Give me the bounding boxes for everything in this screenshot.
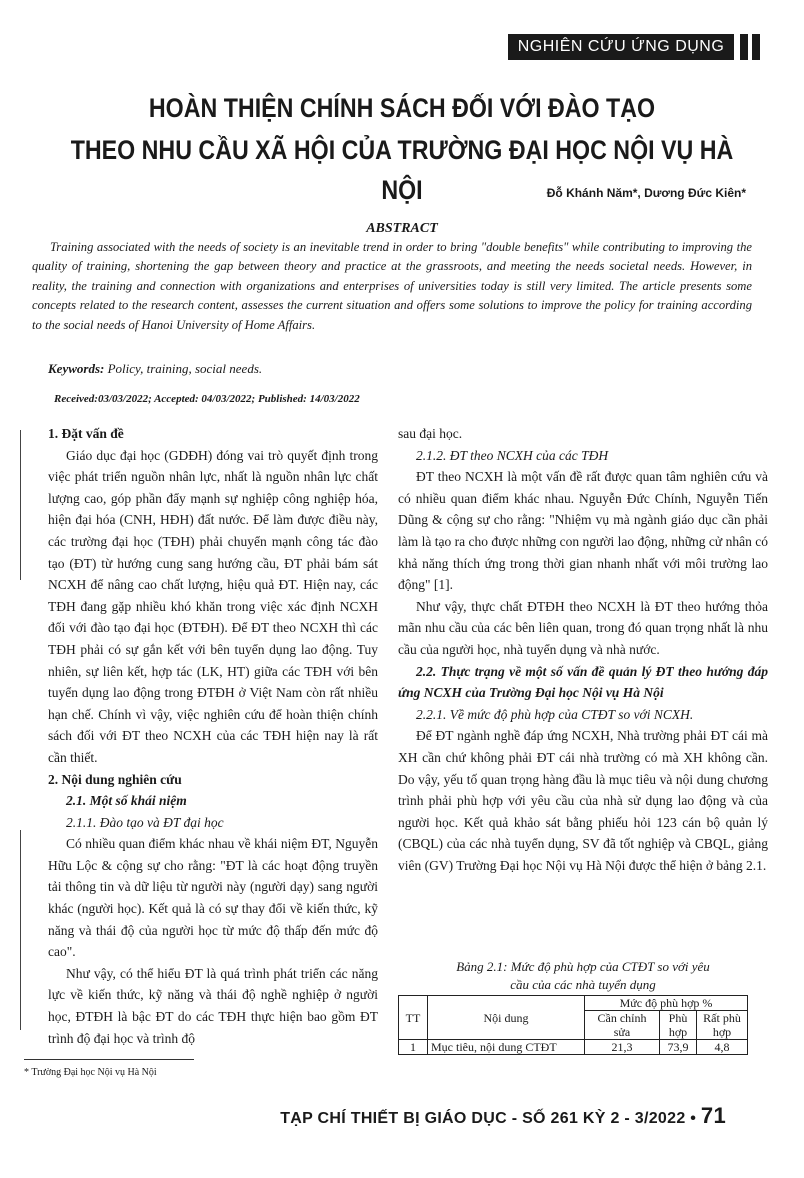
paragraph: Để ĐT ngành nghề đáp ứng NCXH, Nhà trường phải ĐT cái mà XH cần chứ không phải ĐT cái nhà trường có mà XH không cần. Do vậy, yếu tố quan trọng hàng đầu là mục tiêu và nội dung chương trình phải phù hợp với yêu cầu của nhà sử dụng lao động và của người học. Kết quả khảo sát bằng phiếu hỏi 123 cán bộ quản lý (CBQL) của các nhà tuyển dụng, SV đã tốt nghiệp và CBQL, giảng viên (GV) Trường Đại học Nội vụ Hà Nội được thể hiện ở bảng 2.1.	[398, 728, 768, 873]
table-cell: 73,9	[660, 1040, 697, 1055]
subsubsection-heading: 2.1.2. ĐT theo NCXH của các TĐH	[416, 447, 609, 463]
paragraph: Giáo dục đại học (GDĐH) đóng vai trò quyết định trong việc phát triển nguồn nhân lực, nhất là nguồn nhân lực chất lượng cao, góp phần đẩy mạnh sự nghiệp công nghiệp hóa, hiện đại hóa (CNH, HĐH) đất nước. Để làm được điều này, các trường đại học (TĐH) phải chuyển mạnh công tác đào tạo (ĐT) từ hướng cung sang hướng cầu, ĐT phải bám sát NCXH để nâng cao chất lượng, hiệu quả ĐT. Hiện nay, các TĐH đang gặp nhiều khó khăn trong việc xác định NCXH đối với đào tạo đại học (ĐTĐH). Để ĐT theo NCXH thì các TĐH phải có sự gắn kết với bên tuyển dụng lao động. Tuy nhiên, sự liên kết, hợp tác (LK, HT) giữa các TĐH với bên tuyển dụng lao động trong ĐTĐH ở Việt Nam còn rất nhiều hạn chế. Chính vì vậy, việc nghiên cứu để hoàn thiện chính sách đối với ĐT theo NCXH của các TĐH hiện nay là rất cần thiết.	[48, 447, 378, 765]
banner-bar	[752, 34, 760, 60]
table-header: Nội dung	[428, 996, 585, 1040]
table-cell: 1	[399, 1040, 428, 1055]
authors: Đỗ Khánh Năm*, Dương Đức Kiên*	[546, 186, 746, 200]
subsubsection-heading: 2.1.1. Đào tạo và ĐT đại học	[66, 814, 224, 830]
table-cell: Mục tiêu, nội dung CTĐT	[428, 1040, 585, 1055]
keywords-label: Keywords:	[48, 361, 105, 376]
abstract-text: Training associated with the needs of society is an inevitable trend in order to bring "double benefits" while contributing to improving the quality of training, shortening the gap between theory and practice at the grassroots, and meeting the needs societal needs. However, in reality, the training and connection with organizations and enterprises of universities today is still very limited. The article presents some concepts related to the research content, assesses the current situation and offers some solutions to improve the policy for training according to the social needs of Hanoi University of Home Affairs.	[32, 240, 752, 332]
paragraph: Như vậy, có thể hiểu ĐT là quá trình phát triển các năng lực về kiến thức, kỹ năng và thái độ nghề nghiệp ở người học, ĐTĐH là bậc ĐT do các TĐH thực hiện bao gồm ĐT trình độ đại học và trình độ	[48, 965, 378, 1046]
table-subheader: Cần chỉnh sửa	[585, 1011, 660, 1040]
article-title-line1: HOÀN THIỆN CHÍNH SÁCH ĐỐI VỚI ĐÀO TẠO	[148, 93, 656, 123]
paragraph: sau đại học.	[398, 426, 463, 441]
paragraph: ĐT theo NCXH là một vấn đề rất được quan tâm nghiên cứu và có nhiều quan điểm khác nhau. Nguyễn Đức Chính, Nguyễn Tiến Dũng & cộng sự cho rằng: "Nhiệm vụ mà ngành giáo dục cần phải làm là tạo ra cho được những con người lao động, những cử nhân có khả năng thích ứng trong thời gian nhanh nhất với môi trường lao động" [1].	[398, 469, 768, 593]
banner-bar	[740, 34, 748, 60]
abstract-heading: ABSTRACT	[366, 221, 438, 236]
table-cell: 21,3	[585, 1040, 660, 1055]
subsection-heading: 2.2. Thực trạng về một số vấn đề quản lý ĐT theo hướng đáp ứng NCXH của Trường Đại học Nội vụ Hà Nội	[398, 663, 768, 701]
table-subheader: Rất phù hợp	[697, 1011, 748, 1040]
table-subheader: Phù hợp	[660, 1011, 697, 1040]
table-caption: Bảng 2.1: Mức độ phù hợp của CTĐT so với yêu	[456, 959, 710, 974]
journal-footer	[280, 1103, 726, 1129]
page-number: 71	[700, 1103, 726, 1128]
subsection-heading: 2.1. Một số khái niệm	[66, 793, 187, 809]
right-column	[398, 423, 768, 876]
subsubsection-heading: 2.2.1. Về mức độ phù hợp của CTĐT so với NCXH.	[416, 706, 694, 722]
publication-dates: Received:03/03/2022; Accepted: 04/03/2022; Published: 14/03/2022	[54, 393, 360, 405]
footnote-rule	[24, 1059, 194, 1060]
paragraph: Như vậy, thực chất ĐTĐH theo NCXH là ĐT theo hướng thỏa mãn nhu cầu của các bên liên quan, trong đó quan trọng nhất là nhu cầu của người học, nhà tuyển dụng và nhà nước.	[398, 598, 768, 657]
keywords-text: Policy, training, social needs.	[107, 361, 263, 376]
table-cell: 4,8	[697, 1040, 748, 1055]
table-header: TT	[399, 996, 428, 1040]
journal-name: TẠP CHÍ THIẾT BỊ GIÁO DỤC - SỐ 261 KỲ 2 - 3/2022 •	[280, 1110, 697, 1127]
table-header: Mức độ phù hợp %	[585, 996, 748, 1011]
article-title-line2: THEO NHU CẦU XÃ HỘI CỦA TRƯỜNG ĐẠI HỌC NỘI VỤ HÀ NỘI	[70, 135, 734, 205]
left-column	[48, 423, 378, 1049]
data-table	[398, 995, 748, 1055]
section-heading: 2. Nội dung nghiên cứu	[48, 771, 182, 787]
keywords	[48, 361, 262, 377]
table-caption: cầu của các nhà tuyển dụng	[510, 977, 656, 992]
margin-rule	[20, 830, 21, 1030]
section-banner: NGHIÊN CỨU ỨNG DỤNG	[508, 34, 734, 60]
margin-rule	[20, 430, 21, 580]
table-row	[399, 1040, 748, 1055]
paragraph: Có nhiều quan điểm khác nhau về khái niệm ĐT, Nguyễn Hữu Lộc & cộng sự cho rằng: "ĐT là các hoạt động truyền tải thông tin và dữ liệu từ người này (người dạy) sang người khác (người học). Kết quả là có sự thay đổi về kiến thức, kỹ năng và thái độ của người học từ mức độ thấp đến mức độ cao".	[48, 836, 378, 960]
section-heading: 1. Đặt vấn đề	[48, 426, 124, 441]
footnote: * Trường Đại học Nội vụ Hà Nội	[24, 1067, 157, 1078]
